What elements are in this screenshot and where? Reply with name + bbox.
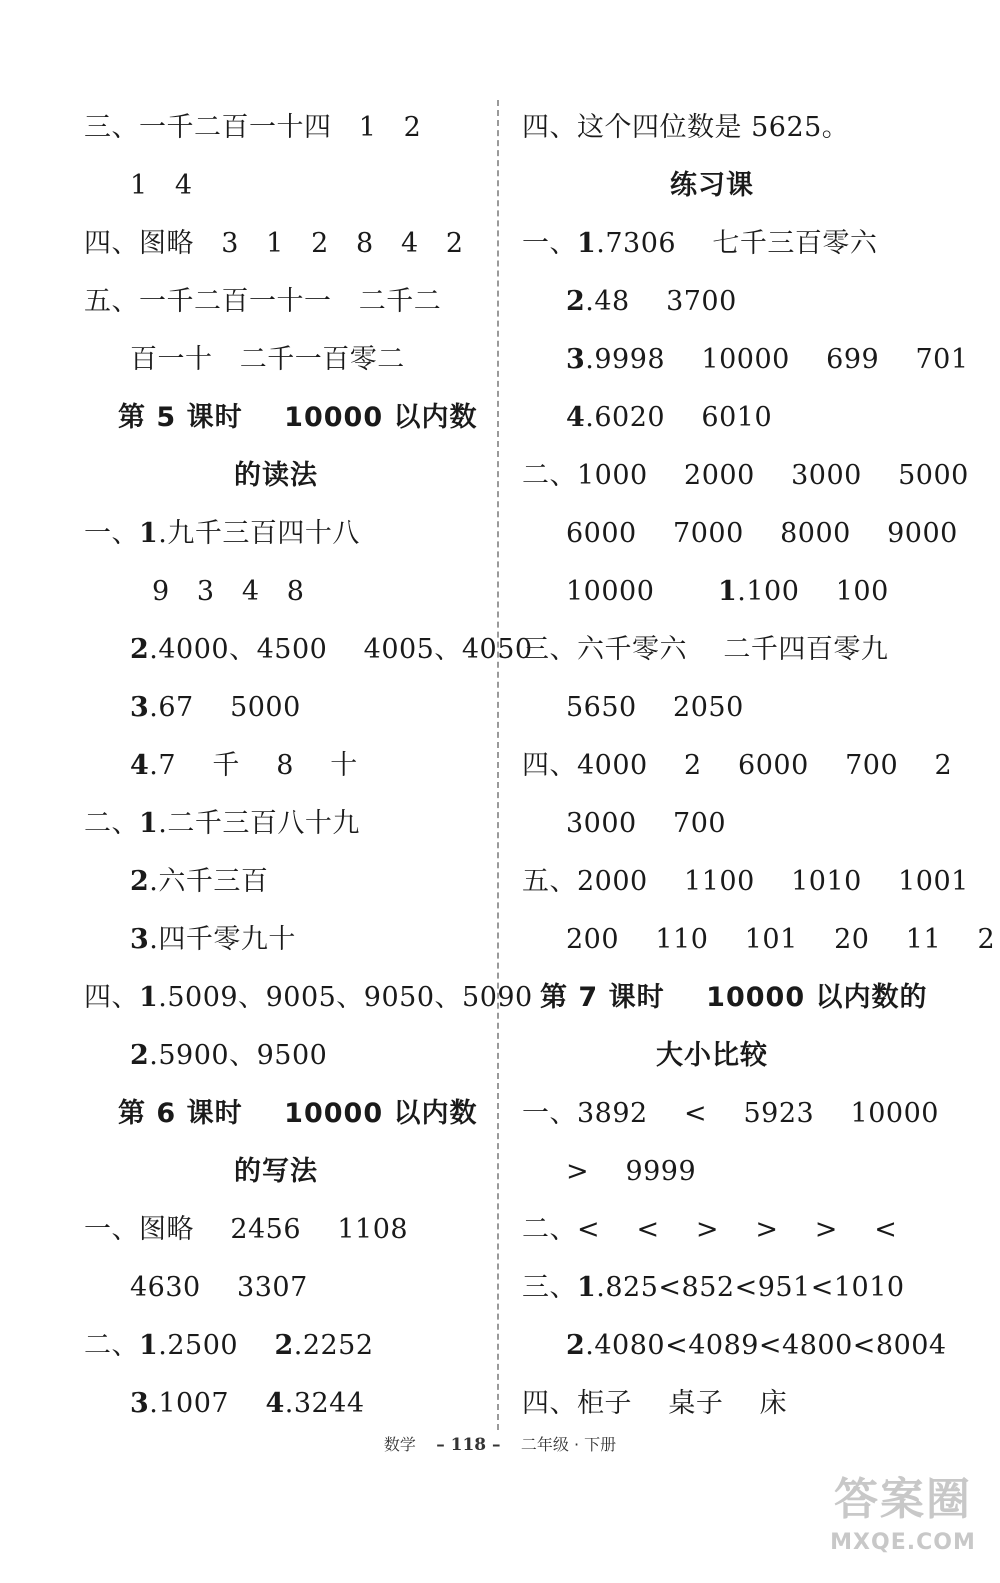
answer-line: 五、一千二百一十一 二千二 — [84, 286, 442, 317]
answer-line: 四、1.5009、9005、9050、5090 — [84, 982, 533, 1013]
answer-line: 3.9998 10000 699 701 — [566, 344, 969, 375]
answer-line: 3.1007 4.3244 — [130, 1388, 365, 1419]
section-heading: 第 5 课时 10000 以内数 — [118, 402, 478, 433]
answer-line: 二、1000 2000 3000 5000 — [522, 460, 969, 491]
answer-line: 3000 700 — [566, 808, 727, 839]
section-heading: 的写法 — [234, 1156, 318, 1187]
answer-line: 4630 3307 — [130, 1272, 308, 1303]
answer-line: 五、2000 1100 1010 1001 — [522, 866, 969, 897]
answer-line: 三、一千二百一十四 1 2 — [84, 112, 422, 143]
answer-line: 6000 7000 8000 9000 — [566, 518, 958, 549]
answer-line: 一、3892 < 5923 10000 — [522, 1098, 939, 1129]
answer-line: 二、1.二千三百八十九 — [84, 808, 360, 839]
answer-line: 4.6020 6010 — [566, 402, 773, 433]
column-divider — [497, 100, 499, 1430]
watermark-logo — [818, 1470, 988, 1580]
watermark-title: 答案圈 — [834, 1474, 972, 1525]
section-heading: 练习课 — [670, 170, 754, 201]
footer-subject: 数学 — [383, 1435, 416, 1454]
answer-line: 10000 1.100 100 — [566, 576, 889, 607]
page-number: – 118 – — [436, 1435, 501, 1455]
answer-line: 1 4 — [130, 170, 193, 201]
answer-line: 9 3 4 8 — [152, 576, 305, 607]
answer-line: 2.4000、4500 4005、4050 — [130, 634, 533, 665]
answer-line: 一、1.7306 七千三百零六 — [522, 228, 878, 259]
answer-line: 百一十 二千一百零二 — [130, 344, 405, 375]
answer-line: 四、柜子 桌子 床 — [522, 1388, 788, 1419]
answer-line: 四、4000 2 6000 700 2 — [522, 750, 953, 781]
section-heading: 第 7 课时 10000 以内数的 — [540, 982, 928, 1013]
watermark-url: MXQE.COM — [830, 1530, 976, 1555]
section-heading: 大小比较 — [656, 1040, 768, 1071]
answer-line: > 9999 — [566, 1156, 697, 1187]
answer-line: 200 110 101 20 11 2 — [566, 924, 996, 955]
answer-line: 二、< < > > > < — [522, 1214, 898, 1245]
answer-line: 2.48 3700 — [566, 286, 737, 317]
answer-line: 一、图略 2456 1108 — [84, 1214, 409, 1245]
page-footer — [0, 1432, 1000, 1455]
answer-line: 5650 2050 — [566, 692, 744, 723]
answer-line: 2.六千三百 — [130, 866, 269, 897]
answer-line: 三、六千零六 二千四百零九 — [522, 634, 889, 665]
section-heading: 第 6 课时 10000 以内数 — [118, 1098, 478, 1129]
answer-line: 二、1.2500 2.2252 — [84, 1330, 374, 1361]
answer-line: 2.4080<4089<4800<8004 — [566, 1330, 947, 1361]
answer-line: 4.7 千 8 十 — [130, 750, 358, 781]
answer-line: 3.四千零九十 — [130, 924, 296, 955]
answer-line: 一、1.九千三百四十八 — [84, 518, 360, 549]
answer-line: 四、图略 3 1 2 8 4 2 — [84, 228, 464, 259]
section-heading: 的读法 — [234, 460, 318, 491]
footer-grade: 二年级 · 下册 — [520, 1435, 617, 1454]
answer-line: 2.5900、9500 — [130, 1040, 328, 1071]
answer-line: 3.67 5000 — [130, 692, 301, 723]
answer-line: 三、1.825<852<951<1010 — [522, 1272, 905, 1303]
answer-line: 四、这个四位数是 5625。 — [522, 112, 850, 143]
